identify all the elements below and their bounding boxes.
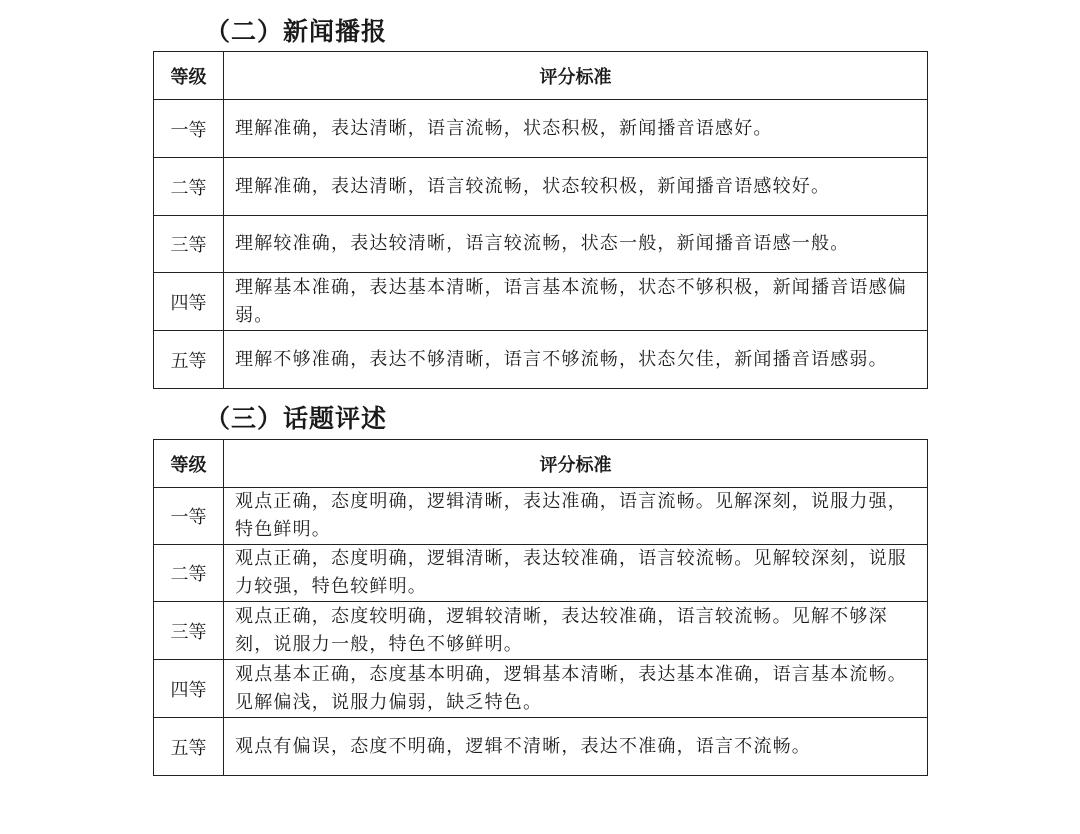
criteria-cell: 观点有偏误，态度不明确，逻辑不清晰，表达不准确，语言不流畅。 bbox=[224, 718, 928, 776]
criteria-cell: 观点正确，态度较明确，逻辑较清晰，表达较准确，语言较流畅。见解不够深刻，说服力一般，特色不够鲜明。 bbox=[224, 602, 928, 660]
level-cell: 三等 bbox=[154, 602, 224, 660]
criteria-cell: 理解准确，表达清晰，语言较流畅，状态较积极，新闻播音语感较好。 bbox=[224, 158, 928, 216]
table-row bbox=[154, 545, 928, 602]
table-header-row bbox=[154, 52, 928, 100]
level-cell: 四等 bbox=[154, 660, 224, 718]
news-broadcast-scoring-table bbox=[153, 51, 928, 389]
level-cell: 五等 bbox=[154, 331, 224, 389]
table-row bbox=[154, 488, 928, 545]
table-row bbox=[154, 602, 928, 660]
level-cell: 二等 bbox=[154, 158, 224, 216]
level-cell: 五等 bbox=[154, 718, 224, 776]
topic-commentary-scoring-table bbox=[153, 439, 928, 776]
criteria-cell: 理解较准确，表达较清晰，语言较流畅，状态一般，新闻播音语感一般。 bbox=[224, 216, 928, 273]
level-cell: 三等 bbox=[154, 216, 224, 273]
criteria-cell: 理解准确，表达清晰，语言流畅，状态积极，新闻播音语感好。 bbox=[224, 100, 928, 158]
table-row bbox=[154, 216, 928, 273]
criteria-cell: 理解不够准确，表达不够清晰，语言不够流畅，状态欠佳，新闻播音语感弱。 bbox=[224, 331, 928, 389]
level-cell: 二等 bbox=[154, 545, 224, 602]
level-cell: 一等 bbox=[154, 100, 224, 158]
level-cell: 一等 bbox=[154, 488, 224, 545]
criteria-cell: 观点基本正确，态度基本明确，逻辑基本清晰，表达基本准确，语言基本流畅。见解偏浅，说服力偏弱，缺乏特色。 bbox=[224, 660, 928, 718]
criteria-cell: 观点正确，态度明确，逻辑清晰，表达较准确，语言较流畅。见解较深刻，说服力较强，特色较鲜明。 bbox=[224, 545, 928, 602]
table-row bbox=[154, 273, 928, 331]
header-criteria: 评分标准 bbox=[224, 52, 928, 100]
table-row bbox=[154, 158, 928, 216]
criteria-cell: 观点正确，态度明确，逻辑清晰，表达准确，语言流畅。见解深刻，说服力强，特色鲜明。 bbox=[224, 488, 928, 545]
table-row bbox=[154, 718, 928, 776]
table-row bbox=[154, 100, 928, 158]
section-title-news-broadcast: （二）新闻播报 bbox=[205, 17, 388, 46]
section-title-topic-commentary: （三）话题评述 bbox=[205, 404, 388, 433]
table-row bbox=[154, 331, 928, 389]
level-cell: 四等 bbox=[154, 273, 224, 331]
header-level: 等级 bbox=[154, 440, 224, 488]
criteria-cell: 理解基本准确，表达基本清晰，语言基本流畅，状态不够积极，新闻播音语感偏弱。 bbox=[224, 273, 928, 331]
header-level: 等级 bbox=[154, 52, 224, 100]
header-criteria: 评分标准 bbox=[224, 440, 928, 488]
table-header-row bbox=[154, 440, 928, 488]
table-row bbox=[154, 660, 928, 718]
